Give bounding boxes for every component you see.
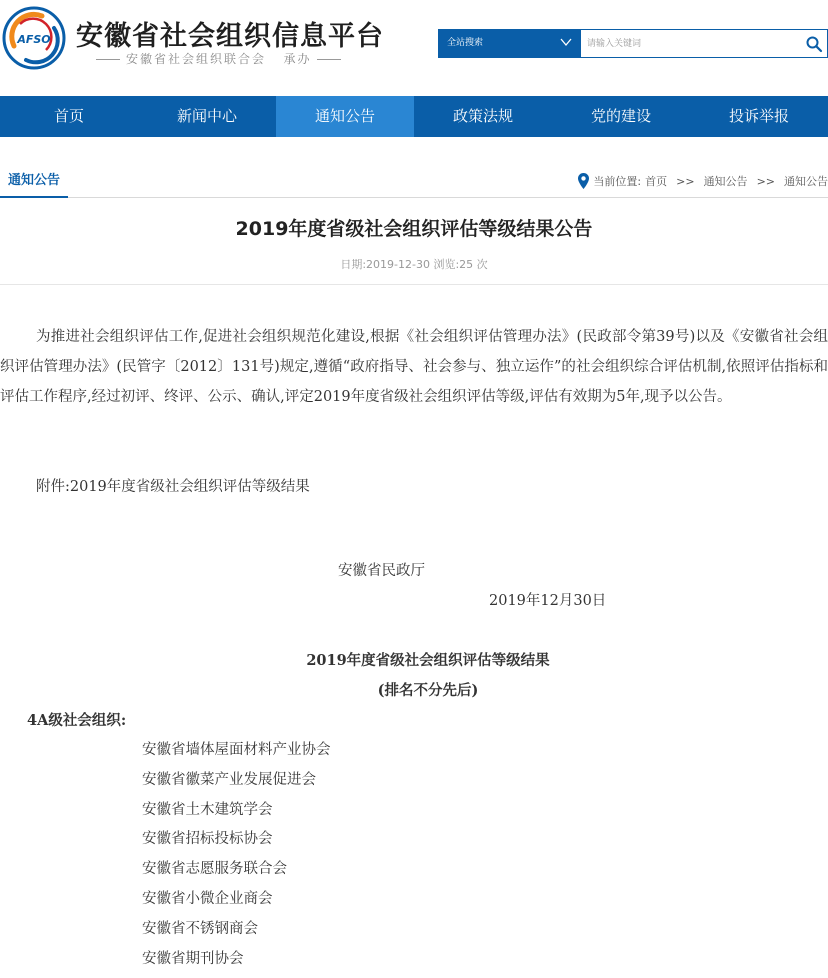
site-header xyxy=(0,0,828,96)
search-scope-label: 全站搜索 xyxy=(447,38,484,48)
nav-item-party[interactable]: 党的建设 xyxy=(590,107,651,125)
site-logo[interactable] xyxy=(2,6,66,70)
grade-label: 4A级社会组织: xyxy=(27,712,127,729)
search-box xyxy=(580,29,828,58)
breadcrumb-home[interactable]: 首页 xyxy=(645,175,668,188)
logo-text: AFSO xyxy=(17,33,51,46)
nav-item-news[interactable]: 新闻中心 xyxy=(176,107,237,125)
article-title: 2019年度省级社会组织评估等级结果公告 xyxy=(235,218,593,240)
search-icon[interactable] xyxy=(805,35,823,53)
nav-item-complaints[interactable]: 投诉举报 xyxy=(728,107,789,125)
location-pin-icon xyxy=(577,172,590,190)
breadcrumb-prefix: 当前位置: xyxy=(593,175,642,188)
list-item: 安徽省志愿服务联合会 xyxy=(142,861,287,878)
section-header xyxy=(0,164,828,198)
list-item: 安徽省期刊协会 xyxy=(142,950,244,967)
subtitle-role: 承办 xyxy=(283,52,312,66)
list-item: 安徽省土木建筑学会 xyxy=(142,801,273,818)
main-nav xyxy=(0,96,828,137)
breadcrumb xyxy=(577,172,828,190)
nav-item-home[interactable]: 首页 xyxy=(53,107,84,125)
subtitle-org: 安徽省社会组织联合会 xyxy=(126,52,267,66)
subtitle-rule-right xyxy=(317,59,341,60)
results-title: 2019年度省级社会组织评估等级结果 xyxy=(306,652,550,669)
signer: 安徽省民政厅 xyxy=(338,563,425,579)
chevron-down-icon xyxy=(560,37,572,47)
list-item: 安徽省徽菜产业发展促进会 xyxy=(142,771,316,788)
article-divider xyxy=(0,284,828,285)
sign-date: 2019年12月30日 xyxy=(489,593,607,609)
subtitle-rule-left xyxy=(96,59,120,60)
search-input[interactable] xyxy=(587,36,787,52)
article-body: 为推进社会组织评估工作,促进社会组织规范化建设,根据《社会组织评估管理办法》(民政部令第39号)以及《安徽省社会组织评估管理办法》(民管字〔2012〕131号)规定,遵循“政府指导、社会参与、独立运作”的社会组织综合评估机制,依照评估指标和评估工作程序,经过初评、终评、公示、确认,评定2019年度省级社会组织评估等级,评估有效期为5年,现予以公告。 xyxy=(0,329,828,405)
site-subtitle xyxy=(90,50,347,67)
nav-item-notices[interactable]: 通知公告 xyxy=(276,96,414,137)
list-item: 安徽省不锈钢商会 xyxy=(142,920,258,937)
results-subtitle: (排名不分先后) xyxy=(377,682,479,699)
attachment-line: 附件:2019年度省级社会组织评估等级结果 xyxy=(36,479,310,495)
article-meta: 日期:2019-12-30 浏览:25 次 xyxy=(340,258,488,271)
nav-item-policies[interactable]: 政策法规 xyxy=(452,107,513,125)
list-item: 安徽省招标投标协会 xyxy=(142,831,273,848)
breadcrumb-current[interactable]: 通知公告 xyxy=(784,175,828,188)
org-list xyxy=(142,736,331,974)
list-item: 安徽省小微企业商会 xyxy=(142,890,273,907)
breadcrumb-separator: >> xyxy=(676,174,695,188)
breadcrumb-separator: >> xyxy=(756,174,775,188)
search-scope-select[interactable] xyxy=(438,29,580,58)
list-item: 安徽省墙体屋面材料产业协会 xyxy=(142,742,331,758)
section-tab[interactable]: 通知公告 xyxy=(0,164,68,198)
breadcrumb-notices[interactable]: 通知公告 xyxy=(703,175,748,188)
site-title: 安徽省社会组织信息平台 xyxy=(76,21,384,52)
